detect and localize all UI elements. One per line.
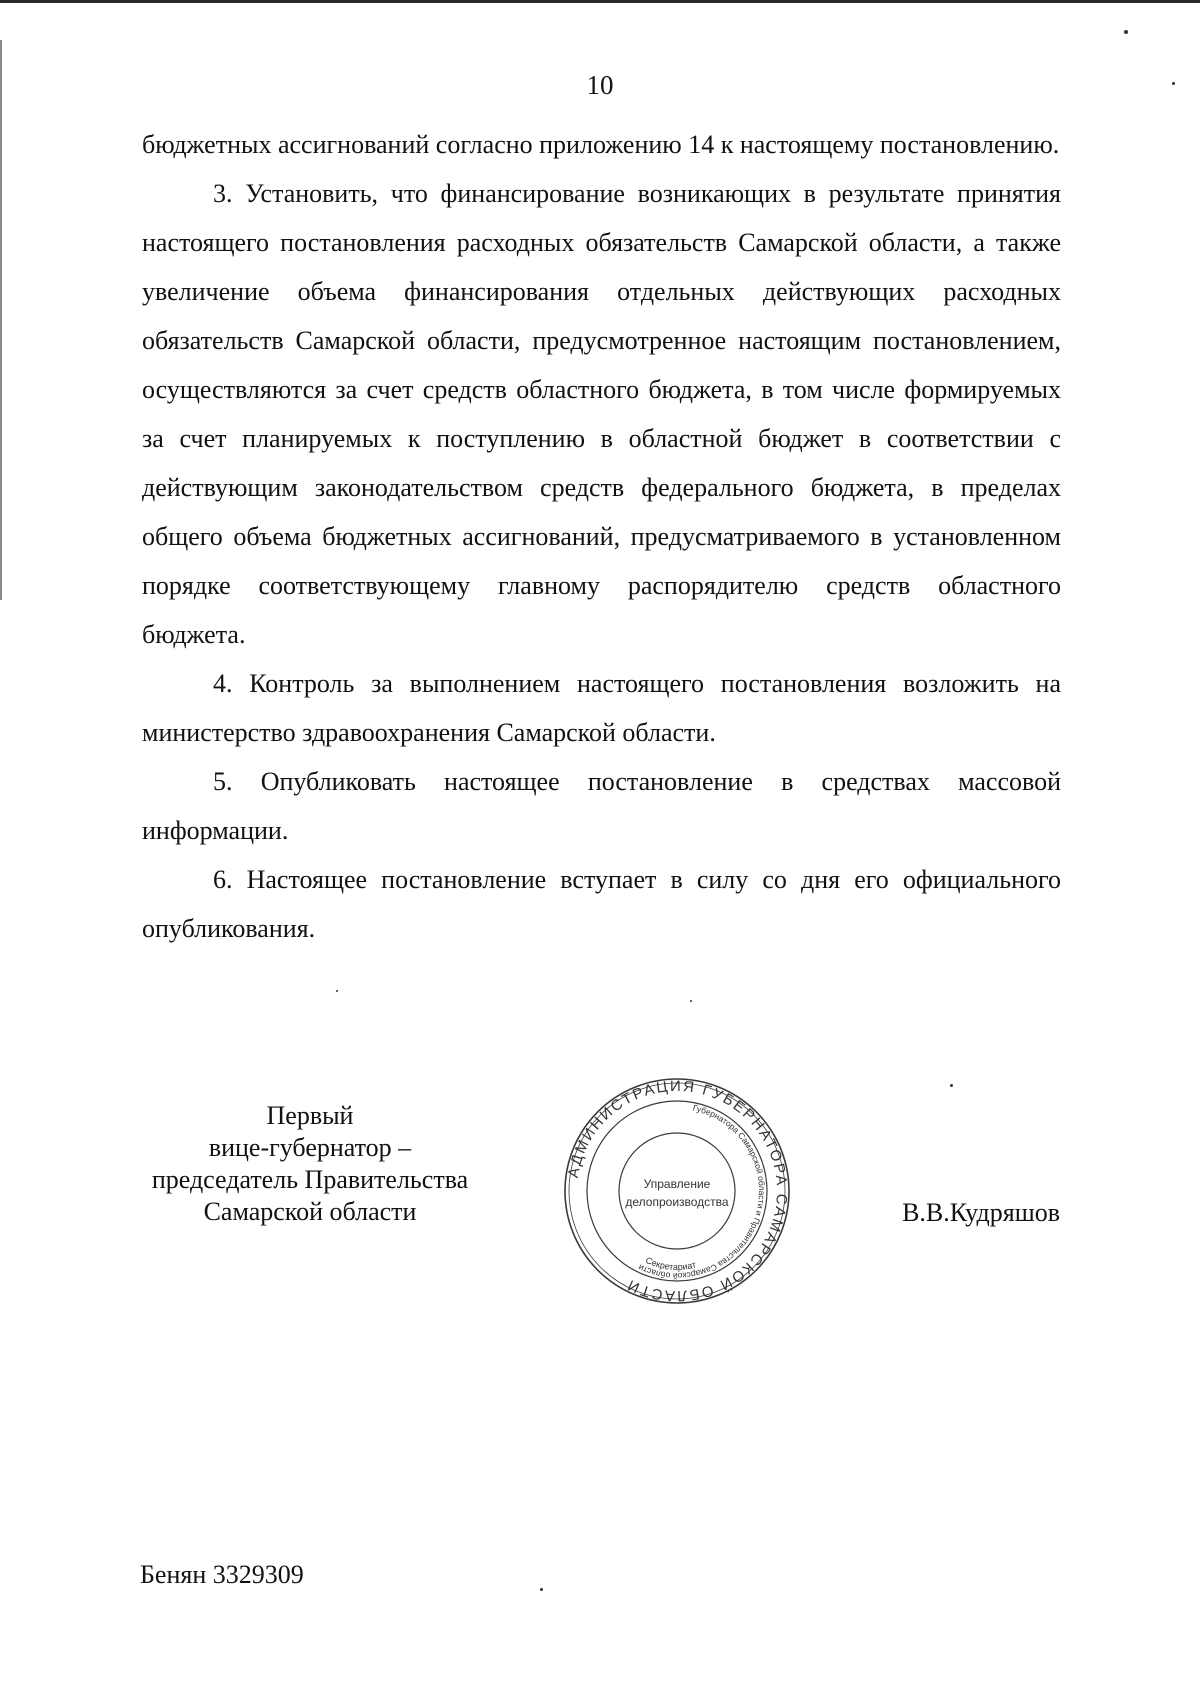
official-stamp — [562, 1076, 792, 1306]
scan-speck — [950, 1084, 953, 1087]
scan-speck — [690, 1000, 692, 1002]
paragraph-continuation: бюджетных ассигнований согласно приложению 14 к настоящему постановлению. — [142, 130, 1060, 159]
paragraph-item-4: 4. Контроль за выполнением настоящего постановления возложить на министерство здравоохранения Самарской области. — [142, 669, 1061, 747]
stamp-bottom-text: Секретариат — [644, 1255, 698, 1273]
paragraph-item-5: 5. Опубликовать настоящее постановление в средствах массовой информации. — [142, 767, 1061, 845]
stamp-center-line-2: делопроизводства — [625, 1195, 729, 1209]
stamp-center-line-1: Управление — [643, 1177, 711, 1191]
signatory-title — [130, 1100, 490, 1228]
scan-top-border — [0, 0, 1200, 3]
signatory-name: В.В.Кудряшов — [902, 1198, 1060, 1227]
signatory-title-line: вице-губернатор – — [208, 1133, 412, 1162]
signatory-title-line: Первый — [266, 1101, 354, 1130]
executor-line: Бенян 3329309 — [140, 1560, 304, 1589]
signatory-title-line: председатель Правительства — [151, 1165, 469, 1194]
paragraph-item-3: 3. Установить, что финансирование возникающих в результате принятия настоящего постановления расходных обязательств Самарской области, а также увеличение объема финансирования отдельных действующих расходных обязательств Самарской области, предусмотренное настоящим постановлением, осуществляются за счет средств областного бюджета, в том числе формируемых за счет планируемых к поступлению в областной бюджет в соответствии с действующим законодательством средств федерального бюджета, в пределах общего объема бюджетных ассигнований, предусматриваемого в установленном порядке соответствующему главному распорядителю средств областного бюджета. — [142, 179, 1061, 649]
paragraph-item-6: 6. Настоящее постановление вступает в силу со дня его официального опубликования. — [142, 865, 1061, 943]
scan-speck — [1172, 82, 1175, 85]
stamp-outer-text: АДМИНИСТРАЦИЯ ГУБЕРНАТОРА САМАРСКОЙ ОБЛАСТИ — [564, 1077, 791, 1305]
stamp-inner-text: Губернатора Самарской области и Правительства Самарской области — [636, 1102, 768, 1282]
document-body — [142, 120, 1061, 953]
page-number: 10 — [586, 70, 614, 100]
scan-speck — [1124, 30, 1128, 34]
scan-speck — [336, 990, 338, 992]
signatory-title-line: Самарской области — [203, 1197, 417, 1226]
scan-speck — [540, 1588, 543, 1591]
scan-left-border — [0, 40, 2, 600]
